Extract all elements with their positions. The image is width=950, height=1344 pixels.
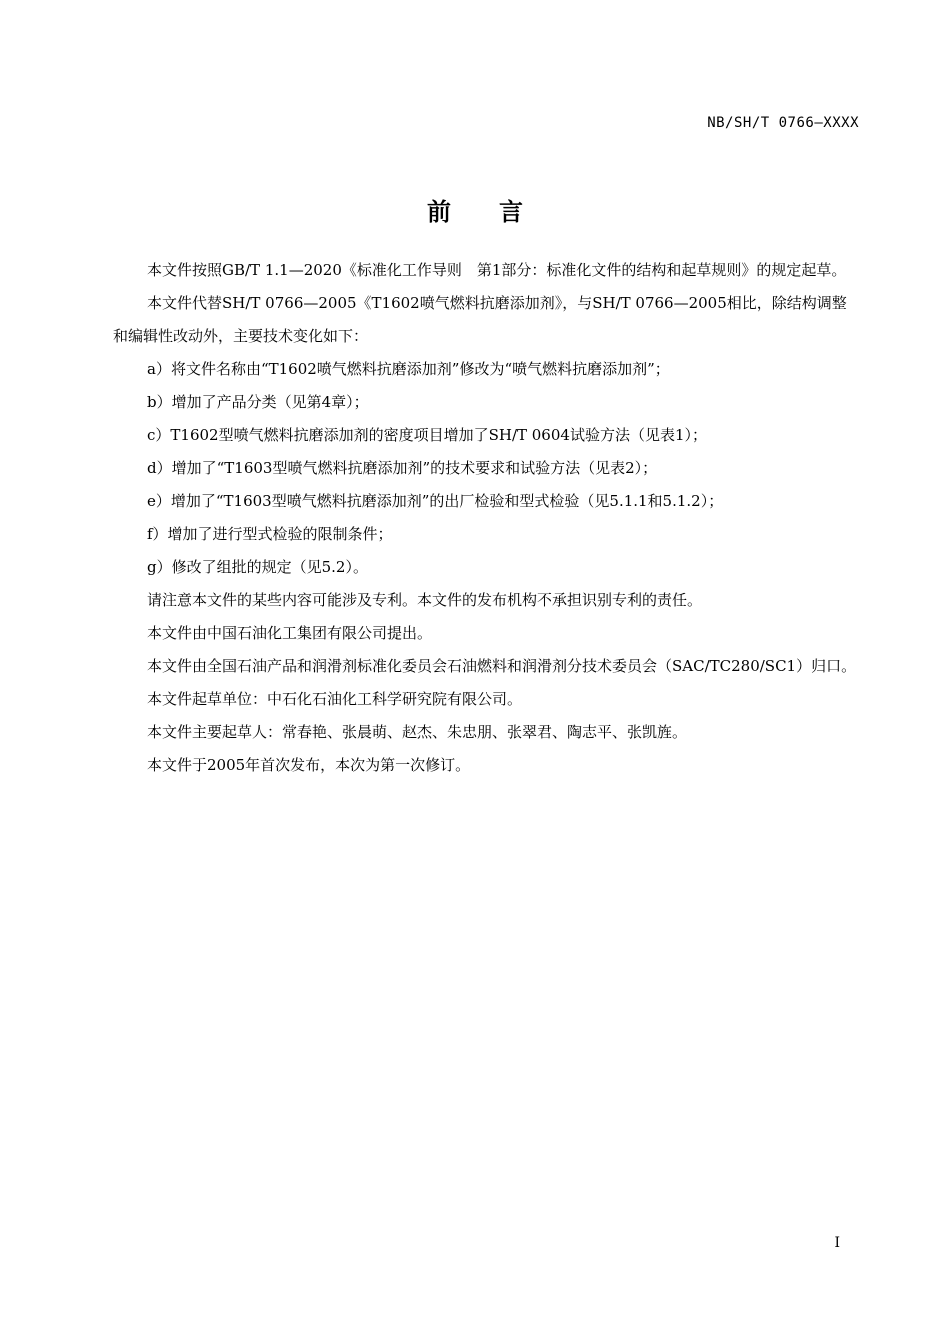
change-item: g）修改了组批的规定（见5.2）。	[147, 558, 368, 576]
paragraph-history: 本文件于2005年首次发布，本次为第一次修订。	[147, 756, 471, 774]
foreword-body	[113, 254, 861, 782]
change-item: b）增加了产品分类（见第4章）；	[147, 393, 369, 411]
paragraph-drafting-rules: 本文件按照GB/T 1.1—2020《标准化工作导则 第1部分：标准化文件的结构和起草规则》的规定起草。	[147, 261, 847, 279]
change-item: a）将文件名称由“T1602喷气燃料抗磨添加剂”修改为“喷气燃料抗磨添加剂”；	[147, 360, 670, 378]
page-number: I	[834, 1235, 840, 1251]
paragraph-replacement: 本文件代替SH/T 0766—2005《T1602喷气燃料抗磨添加剂》，与SH/T 0766—2005相比，除结构调整和编辑性改动外，主要技术变化如下：	[113, 294, 847, 345]
change-item: f）增加了进行型式检验的限制条件；	[147, 525, 393, 543]
page-title: 前言	[427, 198, 571, 226]
paragraph-committee: 本文件由全国石油产品和润滑剂标准化委员会石油燃料和润滑剂分技术委员会（SAC/TC280/SC1）归口。	[147, 657, 857, 675]
change-item: c）T1602型喷气燃料抗磨添加剂的密度项目增加了SH/T 0604试验方法（见表1）；	[147, 426, 707, 444]
standard-number: NB/SH/T 0766—XXXX	[707, 115, 859, 131]
change-item: d）增加了“T1603型喷气燃料抗磨添加剂”的技术要求和试验方法（见表2）；	[147, 459, 658, 477]
paragraph-drafters: 本文件主要起草人：常春艳、张晨萌、赵杰、朱忠朋、张翠君、陶志平、张凯旌。	[147, 723, 688, 741]
paragraph-drafting-unit: 本文件起草单位：中石化石油化工科学研究院有限公司。	[147, 690, 523, 708]
paragraph-patent-notice: 请注意本文件的某些内容可能涉及专利。本文件的发布机构不承担识别专利的责任。	[147, 591, 703, 609]
paragraph-proposer: 本文件由中国石油化工集团有限公司提出。	[147, 624, 433, 642]
change-item: e）增加了“T1603型喷气燃料抗磨添加剂”的出厂检验和型式检验（见5.1.1和5.1.2）；	[147, 492, 724, 510]
